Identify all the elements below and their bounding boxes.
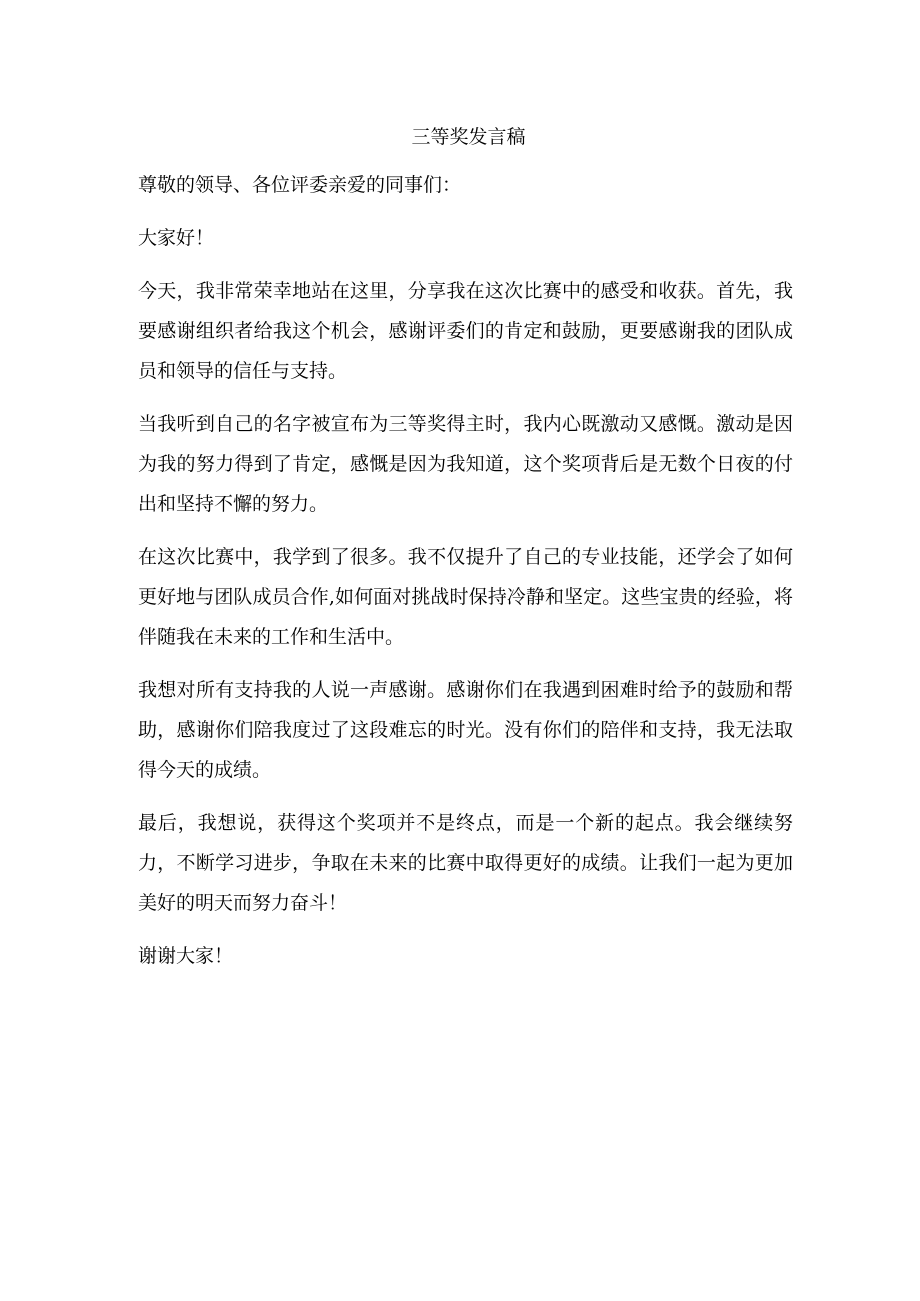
closing: 谢谢大家！ xyxy=(138,945,234,967)
paragraph-feelings: 当我听到自己的名字被宣布为三等奖得主时，我内心既激动又感慨。激动是因为我的努力得到了肯定，感慨是因为我知道，这个奖项背后是无数个日夜的付出和坚持不懈的努力。 xyxy=(138,413,793,515)
paragraph-learning: 在这次比赛中，我学到了很多。我不仅提升了自己的专业技能，还学会了如何更好地与团队成员合作,如何面对挑战时保持冷静和坚定。这些宝贵的经验，将伴随我在未来的工作和生活中。 xyxy=(138,546,793,648)
greeting: 大家好！ xyxy=(138,227,215,249)
speech-document xyxy=(138,117,793,976)
salutation: 尊敬的领导、各位评委亲爱的同事们： xyxy=(138,174,462,196)
page-title: 三等奖发言稿 xyxy=(411,126,526,148)
paragraph-thanks: 我想对所有支持我的人说一声感谢。感谢你们在我遇到困难时给予的鼓励和帮助，感谢你们陪我度过了这段难忘的时光。没有你们的陪伴和支持，我无法取得今天的成绩。 xyxy=(138,679,793,781)
paragraph-intro: 今天，我非常荣幸地站在这里，分享我在这次比赛中的感受和收获。首先，我要感谢组织者给我这个机会，感谢评委们的肯定和鼓励，更要感谢我的团队成员和领导的信任与支持。 xyxy=(138,280,793,382)
paragraph-conclusion: 最后，我想说，获得这个奖项并不是终点，而是一个新的起点。我会继续努力，不断学习进步，争取在未来的比赛中取得更好的成绩。让我们一起为更加美好的明天而努力奋斗！ xyxy=(138,812,793,914)
